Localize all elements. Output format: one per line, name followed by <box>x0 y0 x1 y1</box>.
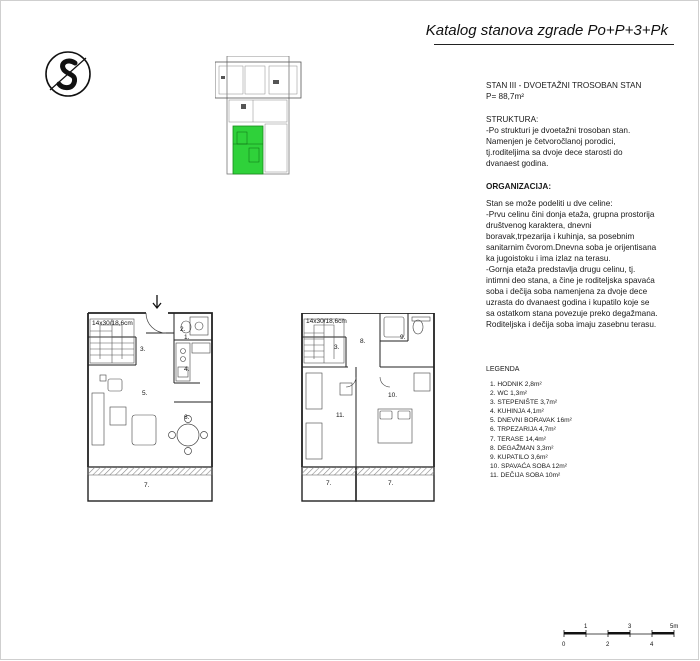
room-label-9: 9. <box>400 334 406 341</box>
organization-line: -Gornja etaža predstavlja drugu celinu, tj. <box>486 265 636 274</box>
organization-line: ka jugoistoku i ima izlaz na terasu. <box>486 254 611 263</box>
room-label-4: 4. <box>184 366 190 373</box>
room-label-8: 8. <box>360 338 366 345</box>
structure-section <box>486 114 676 169</box>
organization-line: -Prvu celinu čini donja etaža, grupna prostorija <box>486 210 655 219</box>
structure-line: Namenjen je četvoročlanoj porodici, <box>486 137 616 146</box>
legend-item: 8. DEGAŽMAN 3,3m² <box>490 444 554 452</box>
scale-label: 5m <box>670 624 679 630</box>
room-label-5: 5. <box>142 390 148 397</box>
legend-item: 1. HODNIK 2,8m² <box>490 381 542 388</box>
company-logo-icon <box>44 50 92 98</box>
structure-heading: STRUKTURA: <box>486 115 539 124</box>
room-label-3: 3. <box>334 344 340 351</box>
room-label-6: 6. <box>184 414 190 421</box>
structure-line: tj.roditeljima sa dvoje dece starosti do <box>486 148 623 157</box>
legend-item: 7. TERASE 14,4m² <box>490 435 546 443</box>
lower-floor-plan <box>80 295 220 505</box>
page-title: Katalog stanova zgrade Po+P+3+Pk <box>425 22 668 39</box>
structure-line: dvanaest godina. <box>486 159 549 168</box>
room-label-2: 2. <box>180 326 186 333</box>
scale-label: 2 <box>606 642 610 648</box>
organization-line: soba i dečija soba namenjena za dvoje dece <box>486 287 648 296</box>
organization-line: intimni deo stana, a čine je roditeljska spavaća <box>486 276 655 285</box>
stair-dimension-note: 14x30/18,6cm <box>92 320 133 327</box>
legend-item: 4. KUHINJA 4,1m² <box>490 408 544 416</box>
upper-floor-plan <box>298 313 438 505</box>
legend-item: 6. TRPEZARIJA 4,7m² <box>490 426 556 434</box>
scale-label: 3 <box>628 624 632 630</box>
room-label-1: 1. <box>184 334 190 341</box>
legend-list <box>490 380 572 480</box>
apartment-area: P= 88,7m² <box>486 92 524 101</box>
legend-item: 2. WC 1,3m² <box>490 390 528 398</box>
apartment-info <box>486 80 676 102</box>
scale-label: 1 <box>584 624 588 630</box>
organization-line: sanitarnim čvorom.Dnevna soba je orijentisana <box>486 243 657 252</box>
organization-section <box>486 181 676 330</box>
organization-line: Stan se može podeliti u dve celine: <box>486 199 613 208</box>
apartment-highlight <box>233 126 263 174</box>
entrance-arrow-icon <box>153 295 161 308</box>
apartment-name: STAN III - DVOETAŽNI TROSOBAN STAN <box>486 81 642 90</box>
room-label-10: 10. <box>388 392 398 399</box>
title-underline <box>434 44 674 45</box>
legend-item: 3. STEPENIŠTE 3,7m² <box>490 399 558 407</box>
legend-item: 9. KUPATILO 3,6m² <box>490 453 548 461</box>
key-plan <box>215 56 303 176</box>
organization-heading: ORGANIZACIJA: <box>486 182 552 191</box>
room-label-7a: 7. <box>326 480 332 487</box>
room-label-7b: 7. <box>388 480 394 487</box>
legend-title: LEGENDA <box>486 366 520 373</box>
legend-item: 10. SPAVAĆA SOBA 12m² <box>490 462 567 470</box>
room-label-3: 3. <box>140 346 146 353</box>
organization-line: sa ostatkom stana povezuje preko degažmana. <box>486 309 658 318</box>
structure-line: -Po strukturi je dvoetažni trosoban stan. <box>486 126 631 135</box>
room-label-7: 7. <box>144 482 150 489</box>
room-label-11: 11. <box>336 412 345 419</box>
organization-line: boravak,trpezarija i kuhinja, sa posebnim <box>486 232 635 241</box>
legend-item: 5. DNEVNI BORAVAK 16m² <box>490 417 572 425</box>
scale-bar <box>560 620 680 650</box>
scale-label: 4 <box>650 642 654 648</box>
organization-line: uzrasta do dvanaest godina i kupatilo koje se <box>486 298 650 307</box>
stair-dimension-note: 14x30/18,6cm <box>306 318 347 325</box>
legend-item: 11. DEČIJA SOBA 10m² <box>490 471 561 479</box>
organization-line: društvenog karaktera, dnevni <box>486 221 592 230</box>
organization-line: Roditeljska i dečija soba imaju zasebnu terasu. <box>486 320 657 329</box>
scale-label: 0 <box>562 642 566 648</box>
